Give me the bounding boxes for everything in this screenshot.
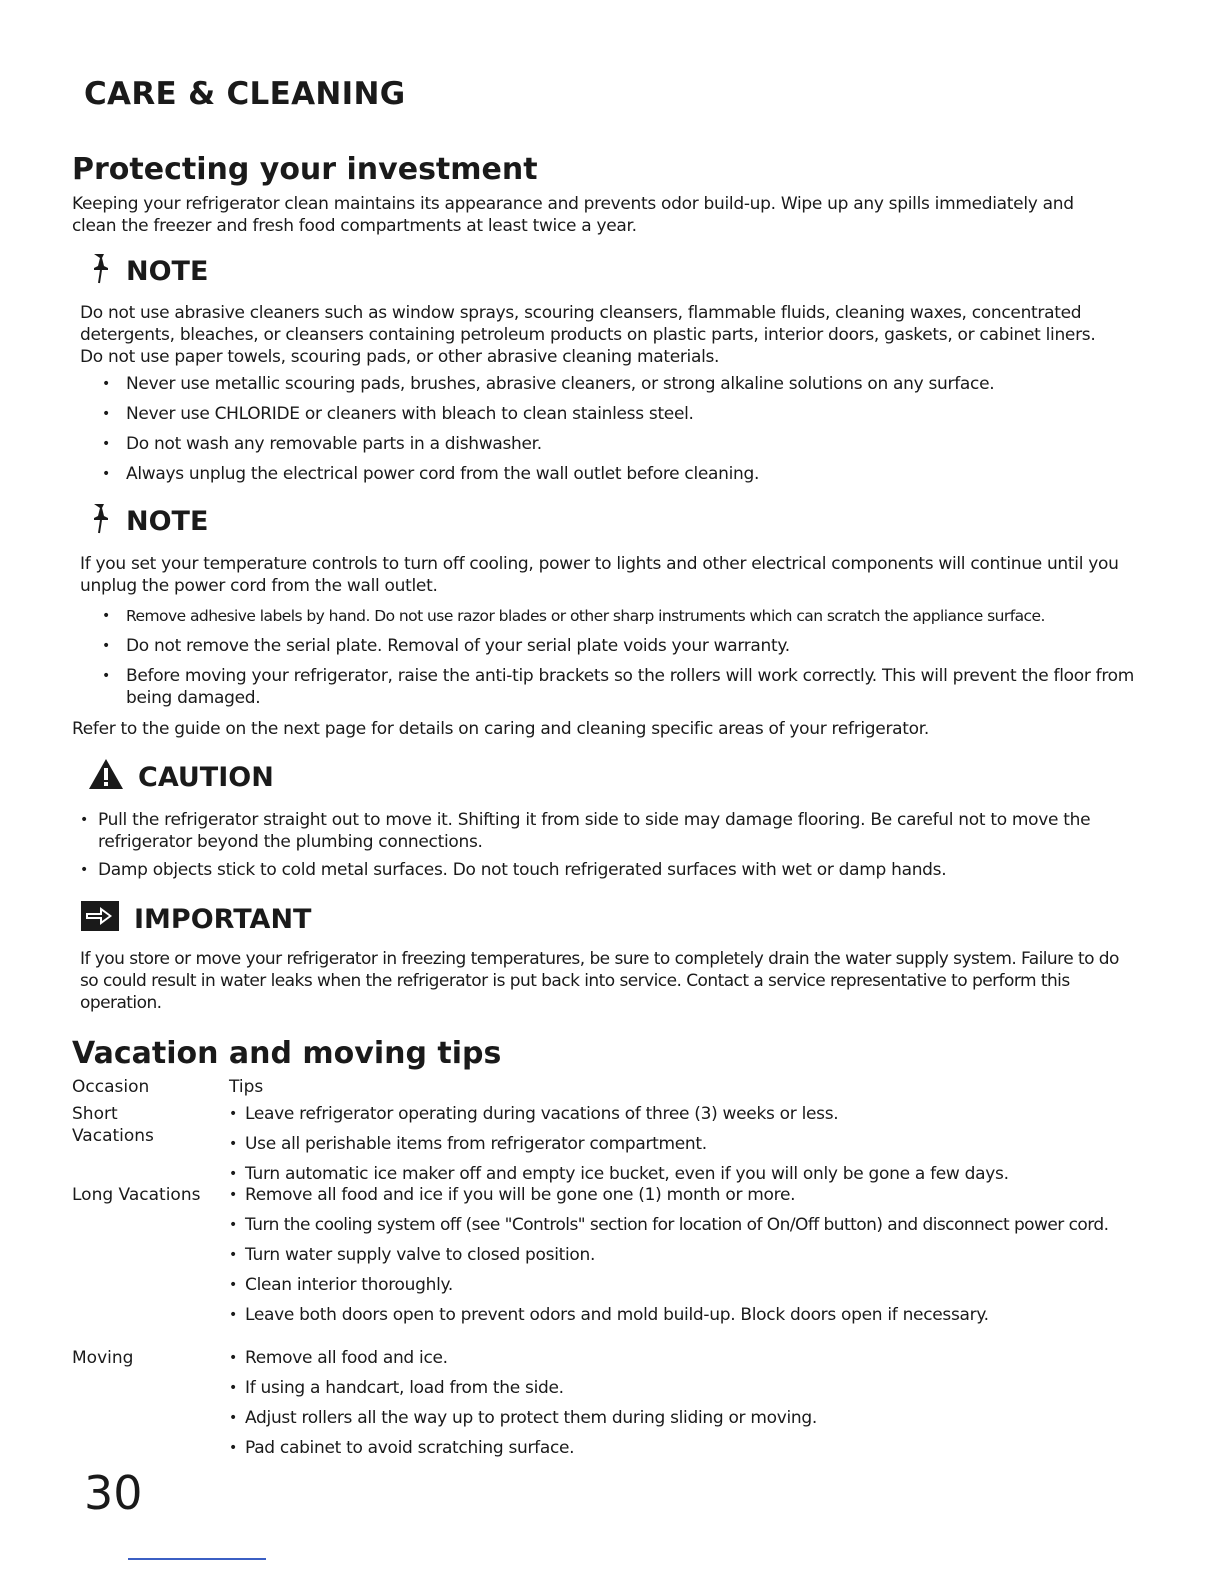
- list-item: • Remove adhesive labels by hand. Do not use razor blades or other sharp instruments which can scratch the appliance surface.: [82, 605, 1142, 627]
- refer-text: Refer to the guide on the next page for details on caring and cleaning specific areas of your refrigerator.: [72, 719, 929, 739]
- list-item: • Turn the cooling system off (see "Controls" section for location of On/Off button) and disconnect power cord.: [229, 1214, 1129, 1236]
- protecting-intro: Keeping your refrigerator clean maintains its appearance and prevents odor build-up. Wipe up any spills immediately and clean the freezer and fresh food compartments at least twice a year.: [72, 194, 1074, 236]
- note-2-bullets: [82, 605, 1142, 717]
- note-2-label: NOTE: [126, 506, 209, 537]
- pushpin-icon: [90, 252, 112, 291]
- page-number: 30: [84, 1466, 143, 1520]
- list-item: • Do not wash any removable parts in a dishwasher.: [82, 433, 1142, 455]
- warning-triangle-icon: [88, 758, 124, 797]
- important-label: IMPORTANT: [134, 904, 312, 935]
- list-item: • Pull the refrigerator straight out to move it. Shifting it from side to side may damage flooring. Be careful not to move the refrigerator beyond the plumbing connections.: [72, 809, 1112, 853]
- list-item: • Before moving your refrigerator, raise the anti-tip brackets so the rollers will work correctly. This will prevent the floor from being damaged.: [82, 665, 1142, 709]
- list-item: • Damp objects stick to cold metal surfaces. Do not touch refrigerated surfaces with wet or damp hands.: [72, 859, 1112, 881]
- list-item: • Clean interior thoroughly.: [229, 1274, 1129, 1296]
- important-text: If you store or move your refrigerator in freezing temperatures, be sure to completely drain the water supply system. Failure to do so could result in water leaks when the refrigerator is put back into service. Contact a service representative to perform this operation.: [80, 949, 1119, 1013]
- protecting-heading: Protecting your investment: [72, 152, 538, 187]
- list-item: • Pad cabinet to avoid scratching surface.: [229, 1437, 1129, 1459]
- col-header-occasion: Occasion: [72, 1077, 150, 1097]
- list-item: • Use all perishable items from refrigerator compartment.: [229, 1133, 1129, 1155]
- list-item: • Adjust rollers all the way up to protect them during sliding or moving.: [229, 1407, 1129, 1429]
- list-item: • Always unplug the electrical power cord from the wall outlet before cleaning.: [82, 463, 1142, 485]
- pushpin-icon: [90, 502, 112, 541]
- vacation-heading: Vacation and moving tips: [72, 1036, 502, 1071]
- note-2-text: If you set your temperature controls to turn off cooling, power to lights and other electrical components will continue until you unplug the power cord from the wall outlet.: [80, 554, 1119, 596]
- note-1-label: NOTE: [126, 256, 209, 287]
- list-item: • Turn automatic ice maker off and empty ice bucket, even if you will only be gone a few days.: [229, 1163, 1129, 1185]
- list-item: • Never use CHLORIDE or cleaners with bleach to clean stainless steel.: [82, 403, 1142, 425]
- list-item: • Remove all food and ice if you will be gone one (1) month or more.: [229, 1184, 1129, 1206]
- occasion-cell: Short Vacations: [72, 1104, 154, 1146]
- occasion-cell: Moving: [72, 1348, 134, 1368]
- note-1-header: [90, 252, 208, 291]
- note-2-header: [90, 502, 208, 541]
- arrow-box-icon: [80, 900, 120, 939]
- list-item: • Never use metallic scouring pads, brushes, abrasive cleaners, or strong alkaline solutions on any surface.: [82, 373, 1142, 395]
- bottom-rule: [128, 1558, 266, 1560]
- section-title: CARE & CLEANING: [84, 76, 406, 112]
- important-header: [80, 900, 311, 939]
- tips-list: [229, 1103, 1129, 1193]
- list-item: • Leave both doors open to prevent odors and mold build-up. Block doors open if necessary.: [229, 1304, 1129, 1326]
- caution-header: [88, 758, 274, 797]
- col-header-tips: Tips: [229, 1077, 264, 1097]
- note-1-bullets: [82, 373, 1142, 493]
- list-item: • Leave refrigerator operating during vacations of three (3) weeks or less.: [229, 1103, 1129, 1125]
- tips-list: [229, 1184, 1129, 1334]
- list-item: • Remove all food and ice.: [229, 1347, 1129, 1369]
- list-item: • Do not remove the serial plate. Removal of your serial plate voids your warranty.: [82, 635, 1142, 657]
- occasion-cell: Long Vacations: [72, 1185, 201, 1205]
- list-item: • Turn water supply valve to closed position.: [229, 1244, 1129, 1266]
- note-1-text: Do not use abrasive cleaners such as window sprays, scouring cleansers, flammable fluids, cleaning waxes, concentrated detergents, bleaches, or cleansers containing petroleum products on plastic parts, interior doors, gaskets, or cabinet liners. Do not use paper towels, scouring pads, or other abrasive cleaning materials.: [80, 303, 1096, 367]
- list-item: • If using a handcart, load from the side.: [229, 1377, 1129, 1399]
- caution-label: CAUTION: [138, 762, 274, 793]
- caution-bullets: [72, 809, 1112, 887]
- tips-list: [229, 1347, 1129, 1467]
